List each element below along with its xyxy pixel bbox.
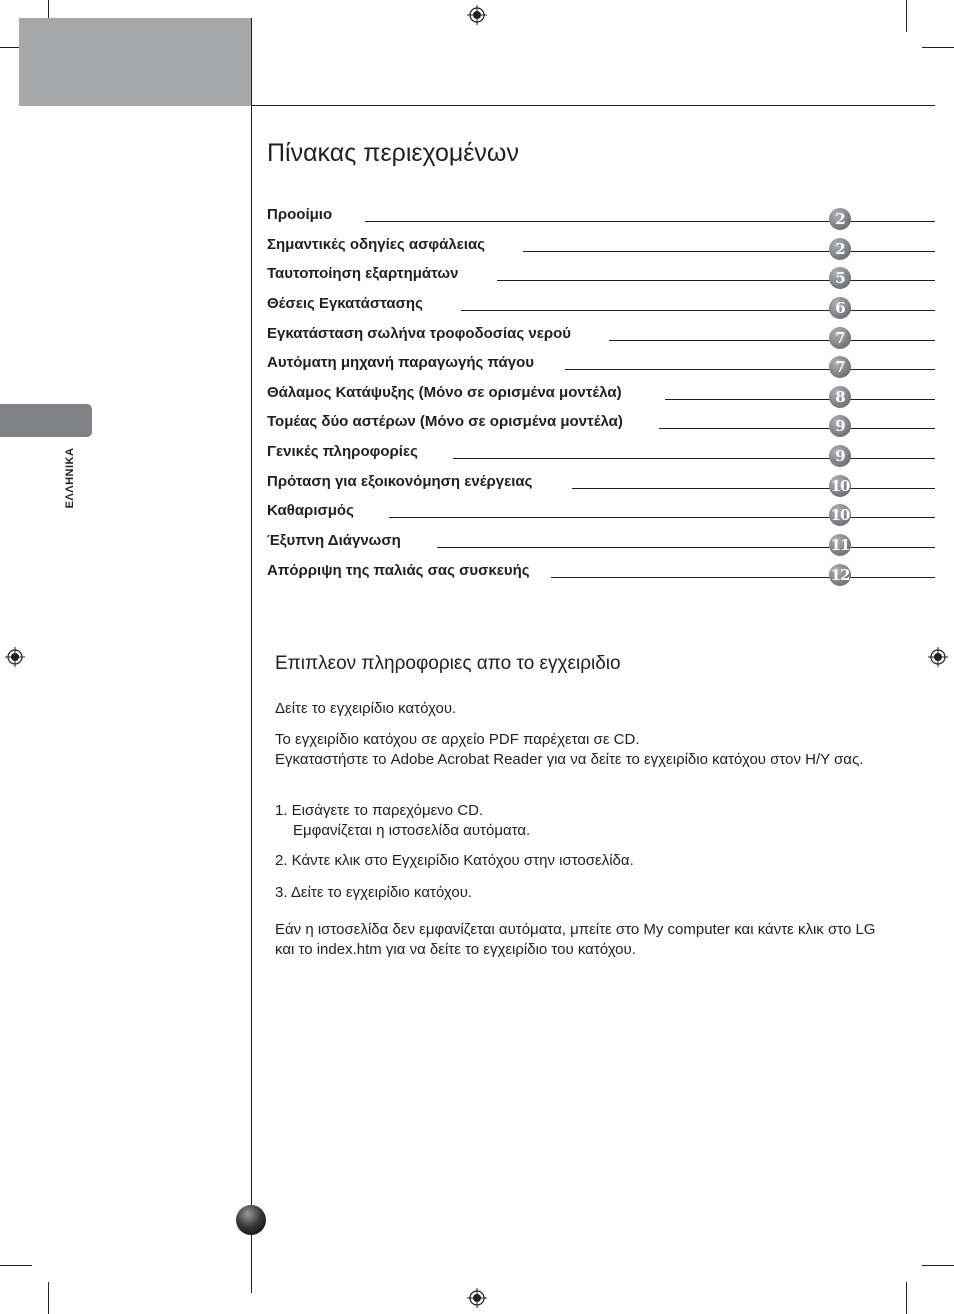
toc-item[interactable] [267,502,935,528]
toc-item-label: Αυτόματη μηχανή παραγωγής πάγου [267,354,534,371]
toc-item-label: Ταυτοποίηση εξαρτημάτων [267,265,459,282]
toc-page-number: 8 [829,386,851,408]
info-note: Εάν η ιστοσελίδα δεν εμφανίζεται αυτόματα, μπείτε στο My computer και κάντε κλικ στο LG και το index.htm για να δείτε το εγχειρίδιο του κατόχου. [275,921,876,958]
toc-item-label: Γενικές πληροφορίες [267,443,418,460]
header-block [19,18,251,106]
toc-item[interactable] [267,384,935,410]
crop-mark [922,1265,954,1266]
toc-item[interactable] [267,562,935,588]
language-label: ΕΛΛΗΝΙΚΑ [64,447,76,509]
toc-page-number: 10 [830,506,850,524]
toc-leader-line [551,577,935,578]
toc-page-number: 9 [829,415,851,437]
toc-item[interactable] [267,265,935,291]
toc-item[interactable] [267,354,935,380]
toc-page-number: 7 [829,356,851,378]
toc-title: Πίνακας περιεχομένων [267,139,519,167]
toc-item-label: Πρόταση για εξοικονόμηση ενέργειας [267,473,533,490]
toc-leader-line [437,547,935,548]
crop-mark [906,1282,907,1314]
toc-item[interactable] [267,206,935,232]
toc-item[interactable] [267,325,935,351]
toc-page-number: 11 [830,536,850,554]
toc-page-number: 10 [830,477,850,495]
info-paragraph [275,730,895,770]
toc-item-label: Απόρριψη της παλιάς σας συσκευής [267,562,530,579]
toc-item[interactable] [267,473,935,499]
toc-page-number: 6 [829,297,851,319]
toc-leader-line [523,251,935,252]
toc-item-label: Θέσεις Εγκατάστασης [267,295,423,312]
header-rule [251,105,935,106]
toc-item-label: Έξυπνη Διάγνωση [267,532,401,549]
section-heading: Επιπλεον πληροφοριες απο το εγχειριδιο [275,653,621,674]
margin-rule [251,18,252,1293]
toc-page-number: 5 [829,267,851,289]
toc-leader-line [659,428,935,429]
toc-leader-line [572,488,935,489]
step-line: Εμφανίζεται η ιστοσελίδα αυτόματα. [293,822,531,839]
crop-mark [906,0,907,32]
step-line: 1. Εισάγετε το παρεχόμενο CD. [275,802,484,819]
toc-item-label: Εγκατάσταση σωλήνα τροφοδοσίας νερού [267,325,571,342]
toc-item-label: Σημαντικές οδηγίες ασφάλειας [267,236,485,253]
toc-item[interactable] [267,295,935,321]
toc-item[interactable] [267,532,935,558]
toc-leader-line [565,369,935,370]
toc-leader-line [497,280,935,281]
toc-page-number: 9 [829,445,851,467]
info-paragraph: Δείτε το εγχειρίδιο κατόχου. [275,700,457,717]
toc-item-label: Προοίμιο [267,206,333,223]
toc-page-number: 2 [829,238,851,260]
crop-mark [922,47,954,48]
toc-page-number: 2 [829,208,851,230]
toc-leader-line [389,517,935,518]
info-step: 3. Δείτε το εγχειρίδιο κατόχου. [275,884,473,901]
crop-mark [0,1265,32,1266]
registration-mark-icon [5,647,25,667]
toc-item-label: Καθαρισμός [267,502,354,519]
registration-mark-icon [467,5,487,25]
toc-page-number: 12 [830,566,850,584]
toc-item-label: Θάλαμος Κατάψυξης (Μόνο σε ορισμένα μοντέλα) [267,384,622,401]
toc-leader-line [665,399,935,400]
toc-leader-line [461,310,935,311]
info-step [275,801,895,841]
info-line: Εγκαταστήστε το Adobe Acrobat Reader για να δείτε το εγχειρίδιο κατόχου στον Η/Υ σας. [275,751,864,768]
toc-item[interactable] [267,443,935,469]
registration-mark-icon [928,647,948,667]
toc-item[interactable] [267,236,935,262]
toc-item-label: Τομέας δύο αστέρων (Μόνο σε ορισμένα μοντέλα) [267,413,623,430]
toc-page-number: 7 [829,327,851,349]
page-number-marker [236,1205,266,1235]
toc-leader-line [609,340,935,341]
crop-mark [48,1282,49,1314]
info-step: 2. Κάντε κλικ στο Εγχειρίδιο Κατόχου στην ιστοσελίδα. [275,852,634,869]
info-line: Το εγχειρίδιο κατόχου σε αρχείο PDF παρέχεται σε CD. [275,731,640,748]
registration-mark-icon [467,1288,487,1308]
toc-item[interactable] [267,413,935,439]
language-tab [0,404,92,437]
toc-leader-line [453,458,935,459]
